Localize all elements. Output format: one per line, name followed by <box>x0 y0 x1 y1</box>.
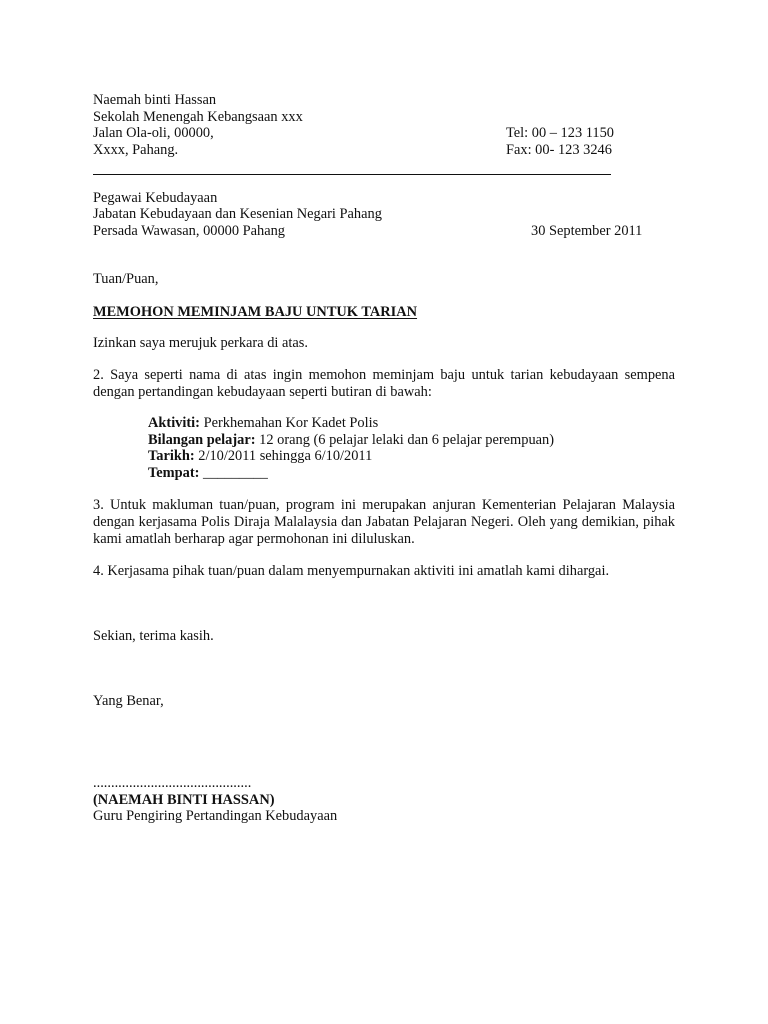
paragraph-3 <box>93 497 675 548</box>
paragraph-3-line-1: 3. Untuk makluman tuan/puan, program ini merupakan anjuran Kementerian Pelajaran Malaysia <box>93 497 675 513</box>
closing-sincerely: Yang Benar, <box>93 693 164 709</box>
detail-activity-label: Aktiviti: <box>148 415 200 431</box>
paragraph-2 <box>93 367 675 401</box>
detail-date-label: Tarikh: <box>148 448 195 464</box>
closing-thanks: Sekian, terima kasih. <box>93 628 214 644</box>
paragraph-1: Izinkan saya merujuk perkara di atas. <box>93 335 308 351</box>
sender-fax: Fax: 00- 123 3246 <box>506 142 612 158</box>
paragraph-3-line-3: kami amatlah berharap agar permohonan ini diluluskan. <box>93 531 415 547</box>
recipient-title: Pegawai Kebudayaan <box>93 190 218 206</box>
detail-place-value: _________ <box>199 465 268 481</box>
detail-date <box>148 448 372 465</box>
subject-heading: MEMOHON MEMINJAM BAJU UNTUK TARIAN <box>93 304 418 320</box>
detail-place <box>148 465 268 482</box>
sender-address-line2: Xxxx, Pahang. <box>93 142 179 158</box>
signature-title: Guru Pengiring Pertandingan Kebudayaan <box>93 808 338 824</box>
signature-line: ............................................ <box>93 775 252 791</box>
signature-name: (NAEMAH BINTI HASSAN) <box>93 792 275 808</box>
detail-place-label: Tempat: <box>148 465 200 481</box>
detail-activity <box>148 415 378 432</box>
recipient-department: Jabatan Kebudayaan dan Kesenian Negari Pahang <box>93 206 382 222</box>
paragraph-2-line-2: dengan pertandingan kebudayaan seperti butiran di bawah: <box>93 384 432 400</box>
detail-students-value: 12 orang (6 pelajar lelaki dan 6 pelajar perempuan) <box>255 432 555 448</box>
detail-students <box>148 432 554 449</box>
recipient-address: Persada Wawasan, 00000 Pahang <box>93 223 286 239</box>
paragraph-2-line-1: 2. Saya seperti nama di atas ingin memohon meminjam baju untuk tarian kebudayaan sempena <box>93 367 675 383</box>
sender-name: Naemah binti Hassan <box>93 92 217 108</box>
sender-school: Sekolah Menengah Kebangsaan xxx <box>93 109 303 125</box>
sender-address-line1: Jalan Ola-oli, 00000, <box>93 125 214 141</box>
detail-date-value: 2/10/2011 sehingga 6/10/2011 <box>194 448 373 464</box>
sender-tel: Tel: 00 – 123 1150 <box>506 125 614 141</box>
detail-students-label: Bilangan pelajar: <box>148 432 256 448</box>
paragraph-3-line-2: dengan kerjasama Polis Diraja Malalaysia dan Jabatan Pelajaran Negeri. Oleh yang demikian, pihak <box>93 514 675 530</box>
header-divider <box>93 174 611 175</box>
paragraph-4: 4. Kerjasama pihak tuan/puan dalam menyempurnakan aktiviti ini amatlah kami dihargai. <box>93 563 610 579</box>
salutation: Tuan/Puan, <box>93 271 159 287</box>
detail-activity-value: Perkhemahan Kor Kadet Polis <box>199 415 379 431</box>
letter-date: 30 September 2011 <box>531 223 643 239</box>
